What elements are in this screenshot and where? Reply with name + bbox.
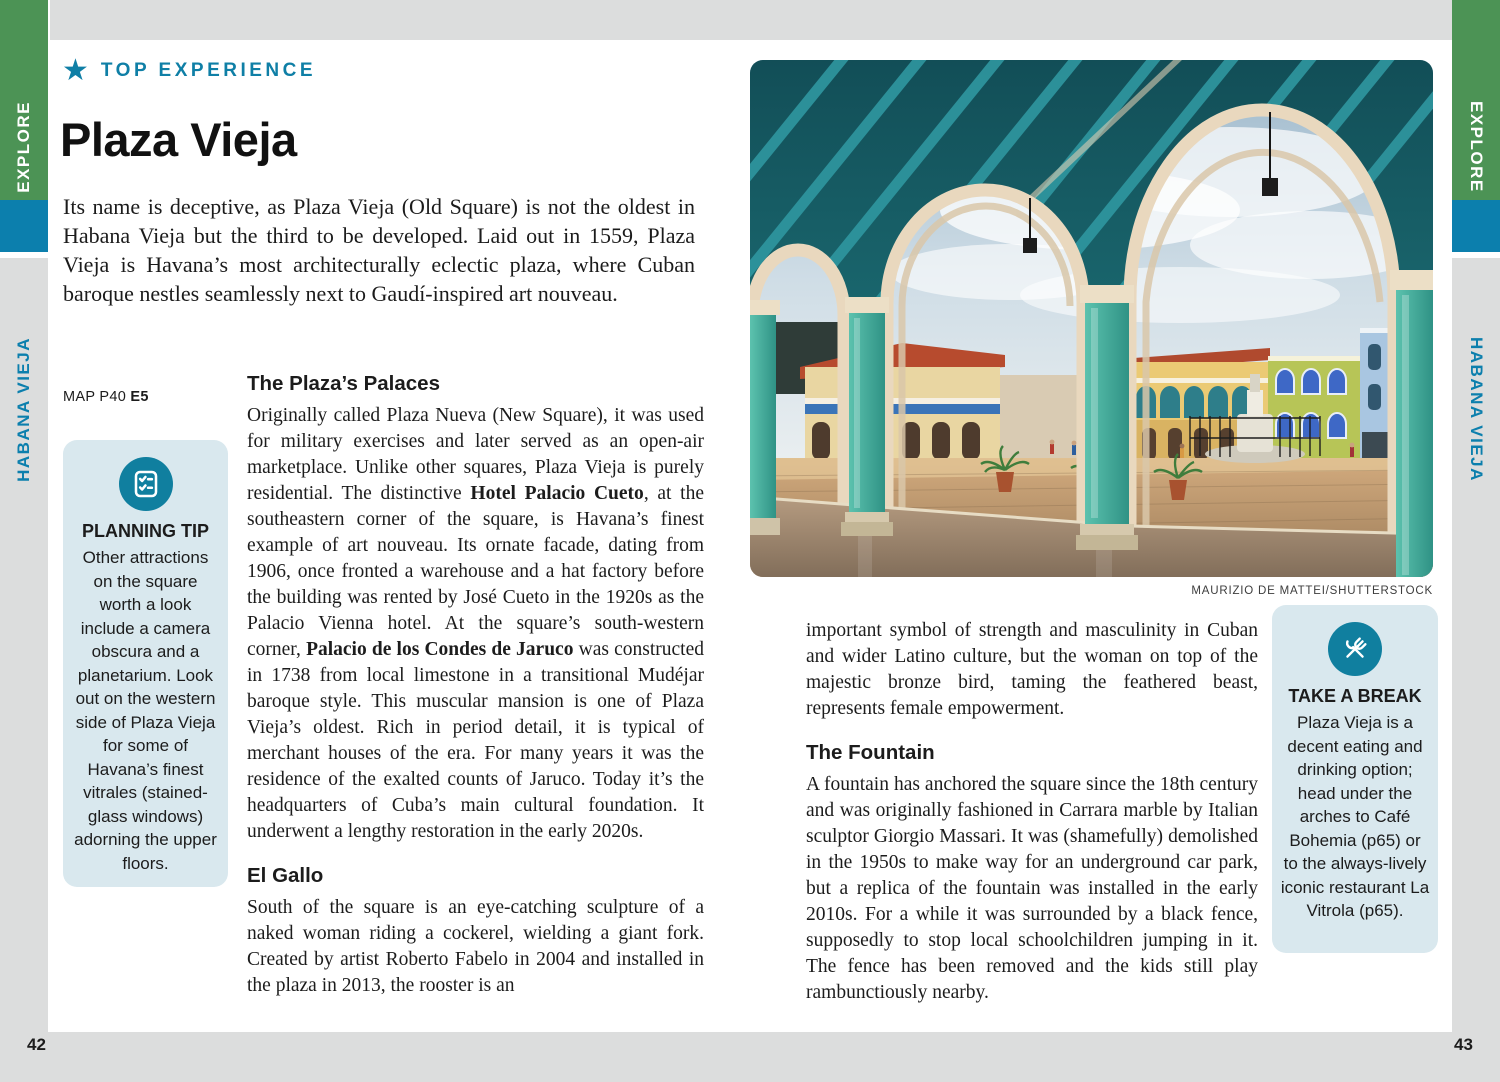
- planning-tip-body: Other attractions on the square worth a look include a camera obscura and a planetarium. Look out on the western side of Plaza Vieja for some of Havana’s finest vitrales (stained-glass windows) adorning the upper floors.: [74, 548, 217, 873]
- utensils-icon: [1328, 622, 1382, 676]
- heading-the-fountain: The Fountain: [806, 741, 935, 764]
- left-blue-band: [0, 200, 48, 252]
- map-reference: [63, 389, 149, 405]
- top-gray-strip: [50, 0, 1452, 40]
- vitrales-italic: vitrales: [83, 783, 137, 802]
- right-section-tab: HABANA VIEJA: [1467, 337, 1486, 482]
- map-grid-code: E5: [130, 389, 149, 405]
- left-body-column: [247, 371, 704, 999]
- bold-hotel-palacio-cueto: Hotel Palacio Cueto: [470, 483, 644, 504]
- take-a-break-box: [1272, 605, 1438, 953]
- right-blue-band: [1452, 200, 1500, 252]
- plaza-vieja-photo: [750, 60, 1433, 577]
- map-ref-prefix: MAP P40: [63, 389, 131, 405]
- page-number-left: 42: [27, 1035, 46, 1054]
- take-a-break-title: TAKE A BREAK: [1288, 686, 1422, 706]
- planning-tip-box: [63, 440, 228, 887]
- top-experience-label: TOP EXPERIENCE: [100, 60, 317, 81]
- page-title: Plaza Vieja: [60, 113, 297, 166]
- el-gallo-paragraph: South of the square is an eye-catching sculpture of a naked woman riding a cockerel, wielding a giant fork. Created by artist Roberto Fabelo in 2004 and installed in the plaza in 2013, the rooster is an: [247, 897, 704, 996]
- checklist-icon: [119, 457, 173, 511]
- star-icon: ★: [62, 54, 89, 87]
- continuation-paragraph: important symbol of strength and masculinity in Cuban and wider Latino culture, but the woman on top of the majestic bronze bird, taming the feathered beast, represents female empowerment.: [806, 620, 1258, 719]
- heading-el-gallo: El Gallo: [247, 864, 324, 887]
- bottom-gray-strip: [0, 1032, 1500, 1082]
- take-a-break-body: Plaza Vieja is a decent eating and drinking option; head under the arches to Café Bohemia (p65) or to the always-lively iconic restaurant La Vitrola (p65).: [1280, 713, 1430, 920]
- fountain-paragraph: A fountain has anchored the square since the 18th century and was originally fashioned in Carrara marble by Italian sculptor Giorgio Massari. It was (shamefully) demolished in the 1950s to make way for an underground car park, but a replica of the fountain was installed in the early 2010s. For a while it was surrounded by a black fence, supposedly to stop local schoolchildren jumping in it. The fence has been removed and the kids still play rambunctiously nearby.: [806, 774, 1258, 1003]
- top-experience-eyebrow: [62, 56, 316, 86]
- heading-plazas-palaces: The Plaza’s Palaces: [247, 372, 440, 395]
- bold-palacio-condes-jaruco: Palacio de los Condes de Jaruco: [306, 639, 574, 660]
- right-body-column: [806, 618, 1258, 1006]
- intro-paragraph: Its name is deceptive, as Plaza Vieja (Old Square) is not the oldest in Habana Vieja but the third to be developed. Laid out in 1559, Plaza Vieja is Havana’s most architecturally eclectic plaza, where Cuban baroque nestles seamlessly next to Gaudí-inspired art nouveau.: [63, 194, 695, 306]
- palaces-paragraph: Originally called Plaza Nueva (New Square), it was used for military exercises and later served as an open-air marketplace. Unlike other squares, Plaza Vieja is purely residential. The distinctive Hotel Palacio Cueto, at the southeastern corner of the square, is Havana’s finest example of art nouveau. Its ornate facade, dating from 1906, once fronted a warehouse and a hat factory before the building was rented by José Cueto in the 1920s as the Palacio Vienna hotel. At the square’s south-western corner, Palacio de los Condes de Jaruco was constructed in 1738 from local limestone in a transitional Mudéjar baroque style. This muscular mansion is one of Plaza Vieja’s oldest. Rich in period detail, it is typical of merchant houses of the era. For many years it was the residence of the exalted counts of Jaruco. Today it’s the headquarters of Cuba’s main cultural foundation. It underwent a lengthy restoration in the early 2020s.: [247, 405, 704, 842]
- photo-credit: MAURIZIO DE MATTEI/SHUTTERSTOCK: [1191, 585, 1433, 597]
- left-explore-tab: EXPLORE: [14, 101, 33, 193]
- planning-tip-title: PLANNING TIP: [81, 521, 209, 541]
- page-number-right: 43: [1454, 1035, 1473, 1054]
- right-explore-tab: EXPLORE: [1467, 101, 1486, 193]
- left-section-tab: HABANA VIEJA: [14, 337, 33, 482]
